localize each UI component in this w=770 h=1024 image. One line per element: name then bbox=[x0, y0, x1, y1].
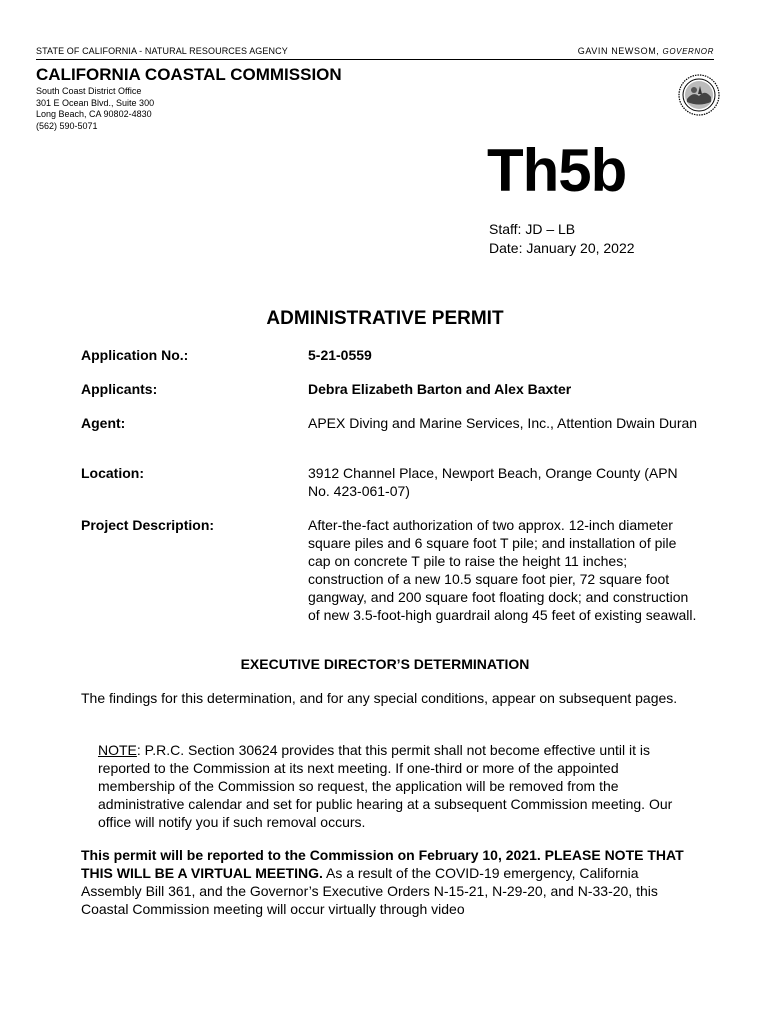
header-rule bbox=[36, 59, 714, 60]
office-line: (562) 590-5071 bbox=[36, 120, 98, 131]
governor-header bbox=[578, 46, 714, 56]
application-value: 5-21-0559 bbox=[308, 347, 372, 363]
applicants-value: Debra Elizabeth Barton and Alex Baxter bbox=[308, 381, 572, 397]
note-label: NOTE bbox=[98, 742, 137, 758]
agenda-item-code: Th5b bbox=[487, 137, 627, 204]
meeting-paragraph bbox=[81, 846, 691, 918]
project-description-value: After-the-fact authorization of two approx. 12-inch diameter square piles and 6 square foot T pile; and installation of pile cap on concrete T pile to raise the height 11 inches; construction of a new 10.5 square foot pier, 72 square foot gangway, and 200 square foot floating dock; and construction of new 3.5-foot-high guardrail along 45 feet of existing seawall. bbox=[308, 517, 697, 623]
application-label: Application No.: bbox=[81, 347, 189, 363]
applicants-label: Applicants: bbox=[81, 381, 158, 397]
office-line: Long Beach, CA 90802-4830 bbox=[36, 109, 152, 120]
project-description-label: Project Description: bbox=[81, 517, 215, 533]
location-value: 3912 Channel Place, Newport Beach, Orange County (APN No. 423-061-07) bbox=[308, 465, 678, 499]
document-title: ADMINISTRATIVE PERMIT bbox=[266, 308, 504, 329]
findings-paragraph: The findings for this determination, and for any special conditions, appear on subsequent pages. bbox=[81, 690, 678, 706]
commission-name: CALIFORNIA COASTAL COMMISSION bbox=[36, 65, 342, 84]
office-address bbox=[36, 86, 154, 132]
location-label: Location: bbox=[81, 465, 144, 481]
agent-label: Agent: bbox=[81, 415, 126, 431]
report-date: Date: January 20, 2022 bbox=[489, 240, 635, 256]
note-text: : P.R.C. Section 30624 provides that this permit shall not become effective until it is reported to the Commission at its next meeting. If one-third or more of the appointed membership of the Commission so request, the application will be removed from the administrative calendar and set for public hearing at a subsequent Commission meeting. Our office will notify you if such removal occurs. bbox=[98, 742, 673, 830]
governor-title: GOVERNOR bbox=[662, 47, 714, 56]
meeting-text: As a result of the COVID-19 emergency, California Assembly Bill 361, and the Governor’s Executive Orders N-15-21, N-29-20, and N-33-20, this Coastal Commission meeting will occur virtually through video bbox=[81, 865, 658, 917]
governor-name: GAVIN NEWSOM, bbox=[577, 46, 660, 56]
office-line: South Coast District Office bbox=[36, 86, 142, 96]
agency-header: STATE OF CALIFORNIA - NATURAL RESOURCES AGENCY bbox=[36, 46, 288, 56]
staff-info bbox=[489, 220, 635, 258]
agent-value: APEX Diving and Marine Services, Inc., Attention Dwain Duran bbox=[308, 415, 698, 431]
meeting-bold-text: This permit will be reported to the Commission on February 10, 2021. PLEASE NOTE THAT THIS WILL BE A VIRTUAL MEETING. bbox=[81, 847, 684, 881]
section-heading: EXECUTIVE DIRECTOR’S DETERMINATION bbox=[240, 656, 530, 672]
staff-initials: Staff: JD – LB bbox=[489, 221, 576, 237]
note-paragraph bbox=[98, 741, 698, 831]
state-seal-icon bbox=[678, 74, 720, 116]
office-line: 301 E Ocean Blvd., Suite 300 bbox=[36, 97, 155, 108]
